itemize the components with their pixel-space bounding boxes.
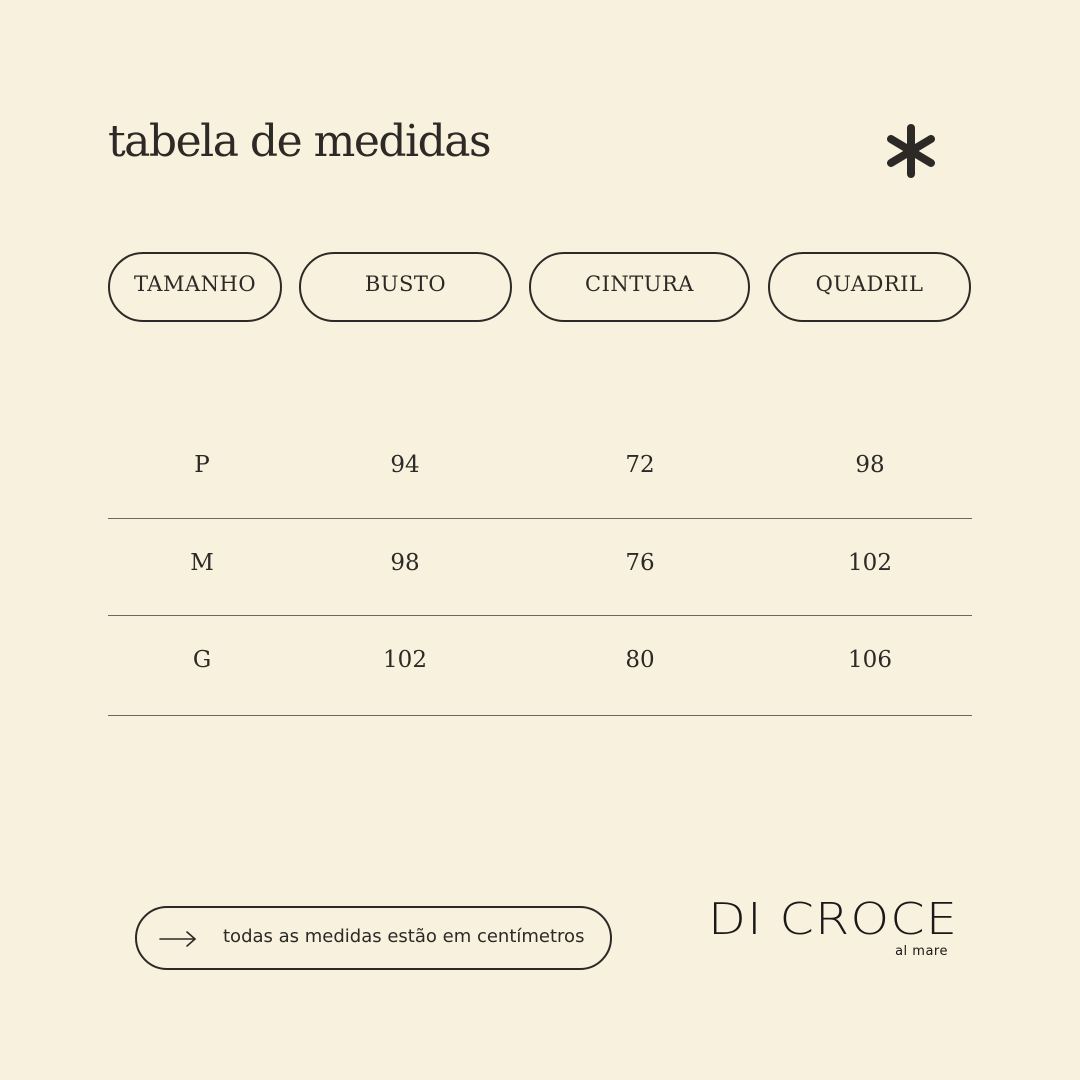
size-cell: P	[194, 452, 210, 478]
waist-cell: 72	[625, 452, 655, 478]
row-divider	[108, 518, 972, 519]
units-note-text: todas as medidas estão em centímetros	[223, 926, 585, 947]
brand-logo: DI CROCE	[708, 894, 959, 945]
asterisk-icon	[882, 122, 940, 180]
size-cell: G	[192, 647, 212, 673]
column-header-quadril: QUADRIL	[768, 252, 971, 322]
bust-cell: 94	[390, 452, 420, 478]
hip-cell: 102	[848, 550, 892, 576]
hip-cell: 98	[855, 452, 885, 478]
bust-cell: 102	[383, 647, 427, 673]
waist-cell: 76	[625, 550, 655, 576]
bust-cell: 98	[390, 550, 420, 576]
size-cell: M	[190, 550, 214, 576]
hip-cell: 106	[848, 647, 892, 673]
units-note	[135, 906, 612, 970]
brand-tagline: al mare	[895, 944, 948, 959]
column-header-cintura: CINTURA	[529, 252, 750, 322]
waist-cell: 80	[625, 647, 655, 673]
arrow-right-icon	[159, 929, 197, 949]
row-divider	[108, 715, 972, 716]
column-header-busto: BUSTO	[299, 252, 512, 322]
row-divider	[108, 615, 972, 616]
column-header-tamanho: TAMANHO	[108, 252, 282, 322]
page-title: tabela de medidas	[108, 116, 491, 167]
